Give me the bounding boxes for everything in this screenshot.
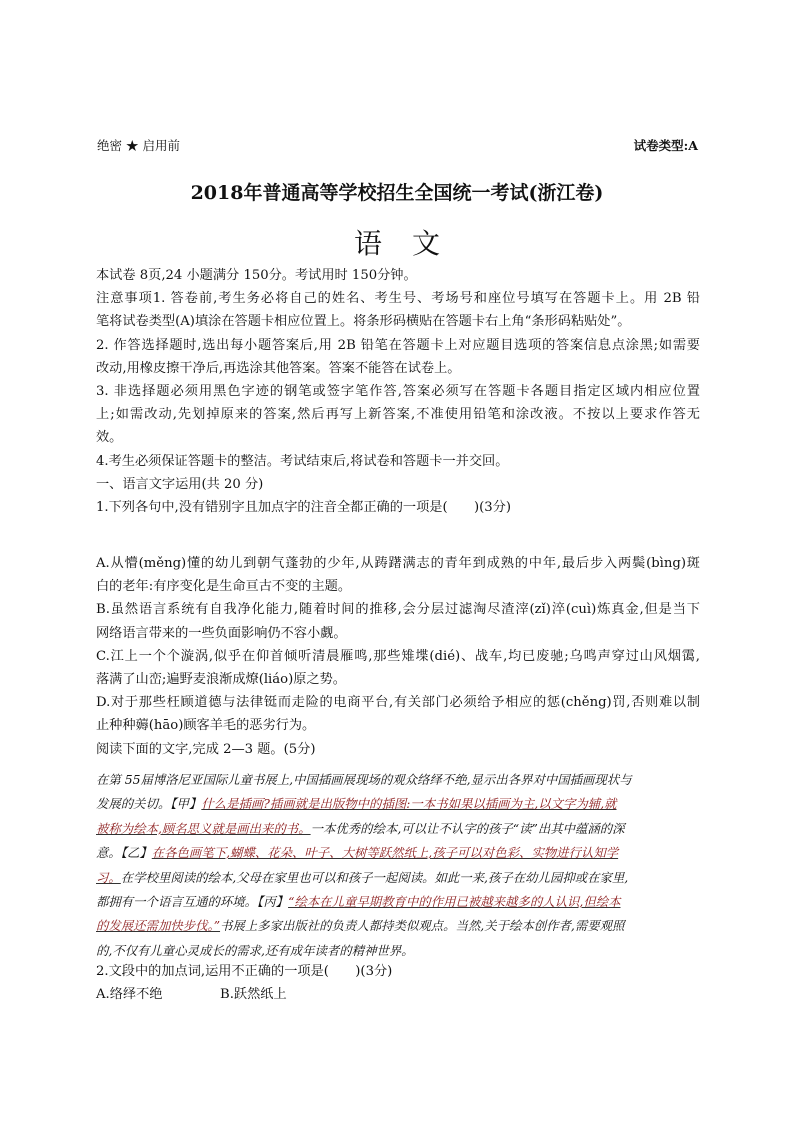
passage-text: 在学校里阅读的绘本,父母在家里也可以和孩子一起阅读。如此一来,孩子在幼儿园抑或在家里, [120,869,629,885]
question-1-options [96,552,700,761]
option-c-line: 落满了山峦;遍野麦浪渐成燎(liáo)原之势。 [96,671,346,687]
option-b-line: 网络语言带来的一些负面影响仍不容小觑。 [96,625,347,641]
instructions [96,264,700,519]
reading-passage [96,768,700,963]
marker-yi: 【乙】 [120,845,152,861]
passage-line [96,890,700,914]
highlight-bing: “绘本在儿童早期教育中的作用已被越来越多的人认识,但绘本 [288,893,621,909]
option-b: B.跃然纸上 [220,987,287,1003]
option-d-line: D.对于那些枉顾道德与法律铤而走险的电商平台,有关部门必须给予相应的惩(chěng)罚,否则难以制 [96,695,700,711]
section-heading: 一、语言文字运用(共 20 分) [96,476,264,492]
option-b-line: B.虽然语言系统有自我净化能力,随着时间的推移,会分层过滤淘尽渣滓(zǐ)淬(cuì)炼真金,但是当下 [96,602,700,618]
highlight-jia: 被称为绘本,顾名思义就是画出来的书。 [96,820,311,836]
option-c-line: C.江上一个个漩涡,似乎在仰首倾听清晨雁鸣,那些雉堞(dié)、战车,均已废驰;乌鸣声穿过山风烟霭, [96,648,700,664]
passage-text: 都拥有一个语言互通的环境。 [96,893,258,909]
instruction-line: 上;如需改动,先划掉原来的答案,然后再写上新答案,不准使用铅笔和涂改液。不按以上要求作答无 [96,407,700,423]
question-2 [96,960,700,1006]
passage-text: 意。 [96,845,121,861]
instruction-line: 改动,用橡皮擦干净后,再选涂其他答案。答案不能答在试卷上。 [96,360,461,376]
question-stem: 2.文段中的加点词,运用不正确的一项是( )(3分) [96,964,393,979]
confidential-mark: 绝密 ★ 启用前 [97,138,180,153]
passage-line [96,817,700,841]
marker-bing: 【丙】 [257,893,289,909]
reading-intro: 阅读下面的文字,完成 2—3 题。(5分) [96,741,316,757]
subject-title: 语文 [353,227,470,260]
passage-line: 的,不仅有儿童心灵成长的需求,还有成年读者的精神世界。 [96,942,414,958]
instruction-line: 笔将试卷类型(A)填涂在答题卡相应位置上。将条形码横贴在答题卡右上角“条形码粘贴处”。 [96,314,631,330]
passage-line [96,841,700,865]
passage-text: 一本优秀的绘本,可以让不认字的孩子“读”出其中蕴涵的深 [310,820,625,836]
instruction-line: 3. 非选择题必须用黑色字迹的钢笔或签字笔作答,答案必须写在答题卡各题目指定区域内相应位置 [96,383,700,399]
highlight-yi: 在各色画笔下,蝴蝶、花朵、叶子、大树等跃然纸上,孩子可以对色彩、实物进行认知学 [151,845,619,861]
paper-type: 试卷类型:A [633,138,698,153]
passage-line: 在第 55届博洛尼亚国际儿童书展上,中国插画展现场的观众络绎不绝,显示出各界对中国插画现状与 [96,772,632,787]
passage-text: 发展的关切。 [96,796,171,812]
passage-text: 书展上多家出版社的负责人都持类似观点。当然,关于绘本创作者,需要观照 [220,918,625,934]
instruction-line: 4.考生必须保证答题卡的整洁。考试结束后,将试卷和答题卡一并交回。 [96,453,509,469]
marker-jia: 【甲】 [170,796,202,812]
option-d-line: 止种种薅(hāo)顾客羊毛的恶劣行为。 [96,718,316,734]
instruction-line: 本试卷 8页,24 小题满分 150分。考试用时 150分钟。 [96,268,417,283]
highlight-yi: 习。 [96,869,121,885]
question-2-options [96,983,700,1006]
passage-line [96,866,700,890]
question-stem: 1.下列各句中,没有错别字且加点字的注音全都正确的一项是( )(3分) [96,499,511,515]
option-a-line: 白的老年:有序变化是生命亘古不变的主题。 [96,579,352,595]
instruction-line: 注意事项1. 答卷前,考生务必将自己的姓名、考生号、考场号和座位号填写在答题卡上。用 2B 铅 [96,291,700,307]
highlight-bing: 的发展还需加快步伐。” [96,918,221,934]
passage-line [96,792,700,816]
passage-line [96,914,700,938]
option-a: A.络绎不绝 [96,987,163,1003]
highlight-jia: 什么是插画?插画就是出版物中的插图:一本书如果以插画为主,以文字为辅,就 [201,796,617,812]
exam-title: 2018年普通高等学校招生全国统一考试(浙江卷) [190,182,604,204]
instruction-line: 效。 [96,430,123,446]
instruction-line: 2. 作答选择题时,选出每小题答案后,用 2B 铅笔在答题卡上对应题目选项的答案信息点涂黑;如需要 [96,337,700,353]
option-a-line: A.从懵(měng)懂的幼儿到朝气蓬勃的少年,从踌躇满志的青年到成熟的中年,最后步入两鬓(bìng)斑 [96,556,700,571]
